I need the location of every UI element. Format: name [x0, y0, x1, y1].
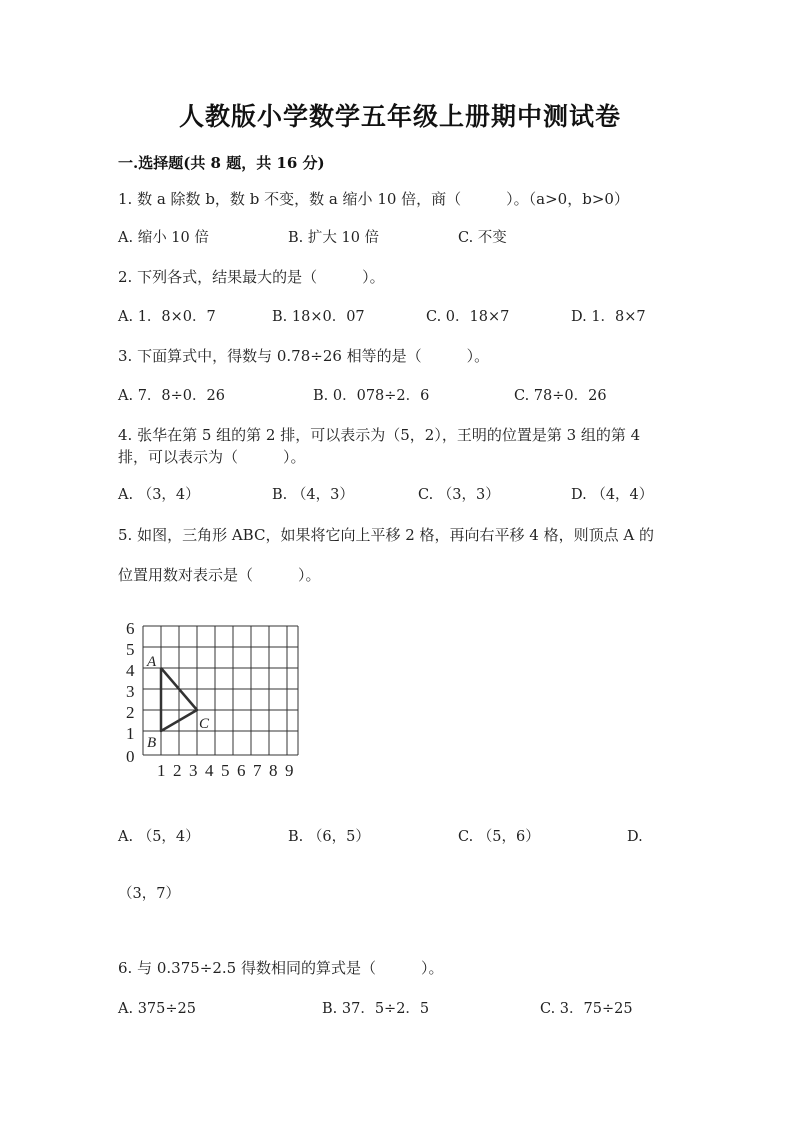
question-6-stem: 6. 与 0.375÷2.5 得数相同的算式是（ ）。	[118, 959, 444, 977]
question-4-option-a: A. （3，4）	[118, 487, 200, 503]
y-tick-5: 5	[126, 640, 135, 659]
x-tick-9: 9	[285, 761, 294, 780]
question-2-option-b: B. 18×0．07	[272, 309, 365, 325]
question-5-option-c: C. （5，6）	[458, 829, 540, 845]
question-5-stem-line-2: 位置用数对表示是（ ）。	[118, 566, 321, 584]
x-tick-2: 2	[173, 761, 182, 780]
x-tick-5: 5	[221, 761, 230, 780]
x-tick-3: 3	[189, 761, 198, 780]
y-tick-0: 0	[126, 747, 135, 766]
x-tick-1: 1	[157, 761, 166, 780]
vertex-label-c: C	[199, 716, 210, 732]
x-tick-6: 6	[237, 761, 246, 780]
question-3-option-c: C. 78÷0．26	[514, 388, 607, 404]
question-2-stem: 2. 下列各式，结果最大的是（ ）。	[118, 268, 385, 286]
question-4-option-d: D. （4，4）	[571, 487, 654, 503]
vertex-label-b: B	[147, 735, 157, 751]
question-2-option-a: A. 1．8×0．7	[118, 309, 216, 325]
question-4-stem: 4. 张华在第 5 组的第 2 排，可以表示为（5，2），王明的位置是第 3 组的第 4 排，可以表示为（ ）。	[118, 426, 641, 466]
question-1-option-c: C. 不变	[458, 230, 507, 246]
y-tick-2: 2	[126, 703, 135, 722]
vertex-label-a: A	[147, 654, 157, 670]
question-3-stem: 3. 下面算式中，得数与 0.78÷26 相等的是（ ）。	[118, 347, 490, 365]
x-tick-4: 4	[205, 761, 214, 780]
question-5-option-b: B. （6，5）	[288, 829, 370, 845]
x-axis-labels	[157, 761, 294, 780]
question-3-option-a: A. 7．8÷0．26	[118, 388, 225, 404]
question-5-option-d-value: （3，7）	[118, 886, 180, 902]
question-1-stem: 1. 数 a 除数 b，数 b 不变，数 a 缩小 10 倍，商（ ）。（a>0，b>0）	[118, 190, 629, 208]
question-5-option-d: D.	[627, 829, 643, 845]
x-tick-8: 8	[269, 761, 278, 780]
question-2-option-d: D. 1．8×7	[571, 309, 646, 325]
x-tick-7: 7	[253, 761, 262, 780]
question-1-option-b: B. 扩大 10 倍	[288, 230, 380, 246]
y-tick-6: 6	[126, 619, 135, 638]
grid-lines	[143, 626, 298, 755]
question-5-stem-line-1: 5. 如图，三角形 ABC，如果将它向上平移 2 格，再向右平移 4 格，则顶点 A 的	[118, 526, 654, 544]
question-6-option-c: C. 3．75÷25	[540, 1001, 633, 1017]
y-tick-3: 3	[126, 682, 135, 701]
question-1-option-a: A. 缩小 10 倍	[118, 230, 209, 246]
question-6-option-b: B. 37．5÷2．5	[322, 1001, 430, 1017]
question-5-option-a: A. （5，4）	[118, 829, 200, 845]
question-3-option-b: B. 0．078÷2．6	[313, 388, 430, 404]
y-axis-labels	[126, 619, 135, 766]
section-heading: 一.选择题(共 8 题，共 16 分)	[118, 154, 325, 172]
coordinate-grid-figure	[118, 614, 313, 784]
question-2-option-c: C. 0．18×7	[426, 309, 510, 325]
question-6-option-a: A. 375÷25	[118, 1001, 196, 1017]
question-4-option-b: B. （4，3）	[272, 487, 354, 503]
question-4-option-c: C. （3，3）	[418, 487, 500, 503]
page-title: 人教版小学数学五年级上册期中测试卷	[178, 102, 621, 131]
y-tick-1: 1	[126, 724, 135, 743]
y-tick-4: 4	[126, 661, 135, 680]
